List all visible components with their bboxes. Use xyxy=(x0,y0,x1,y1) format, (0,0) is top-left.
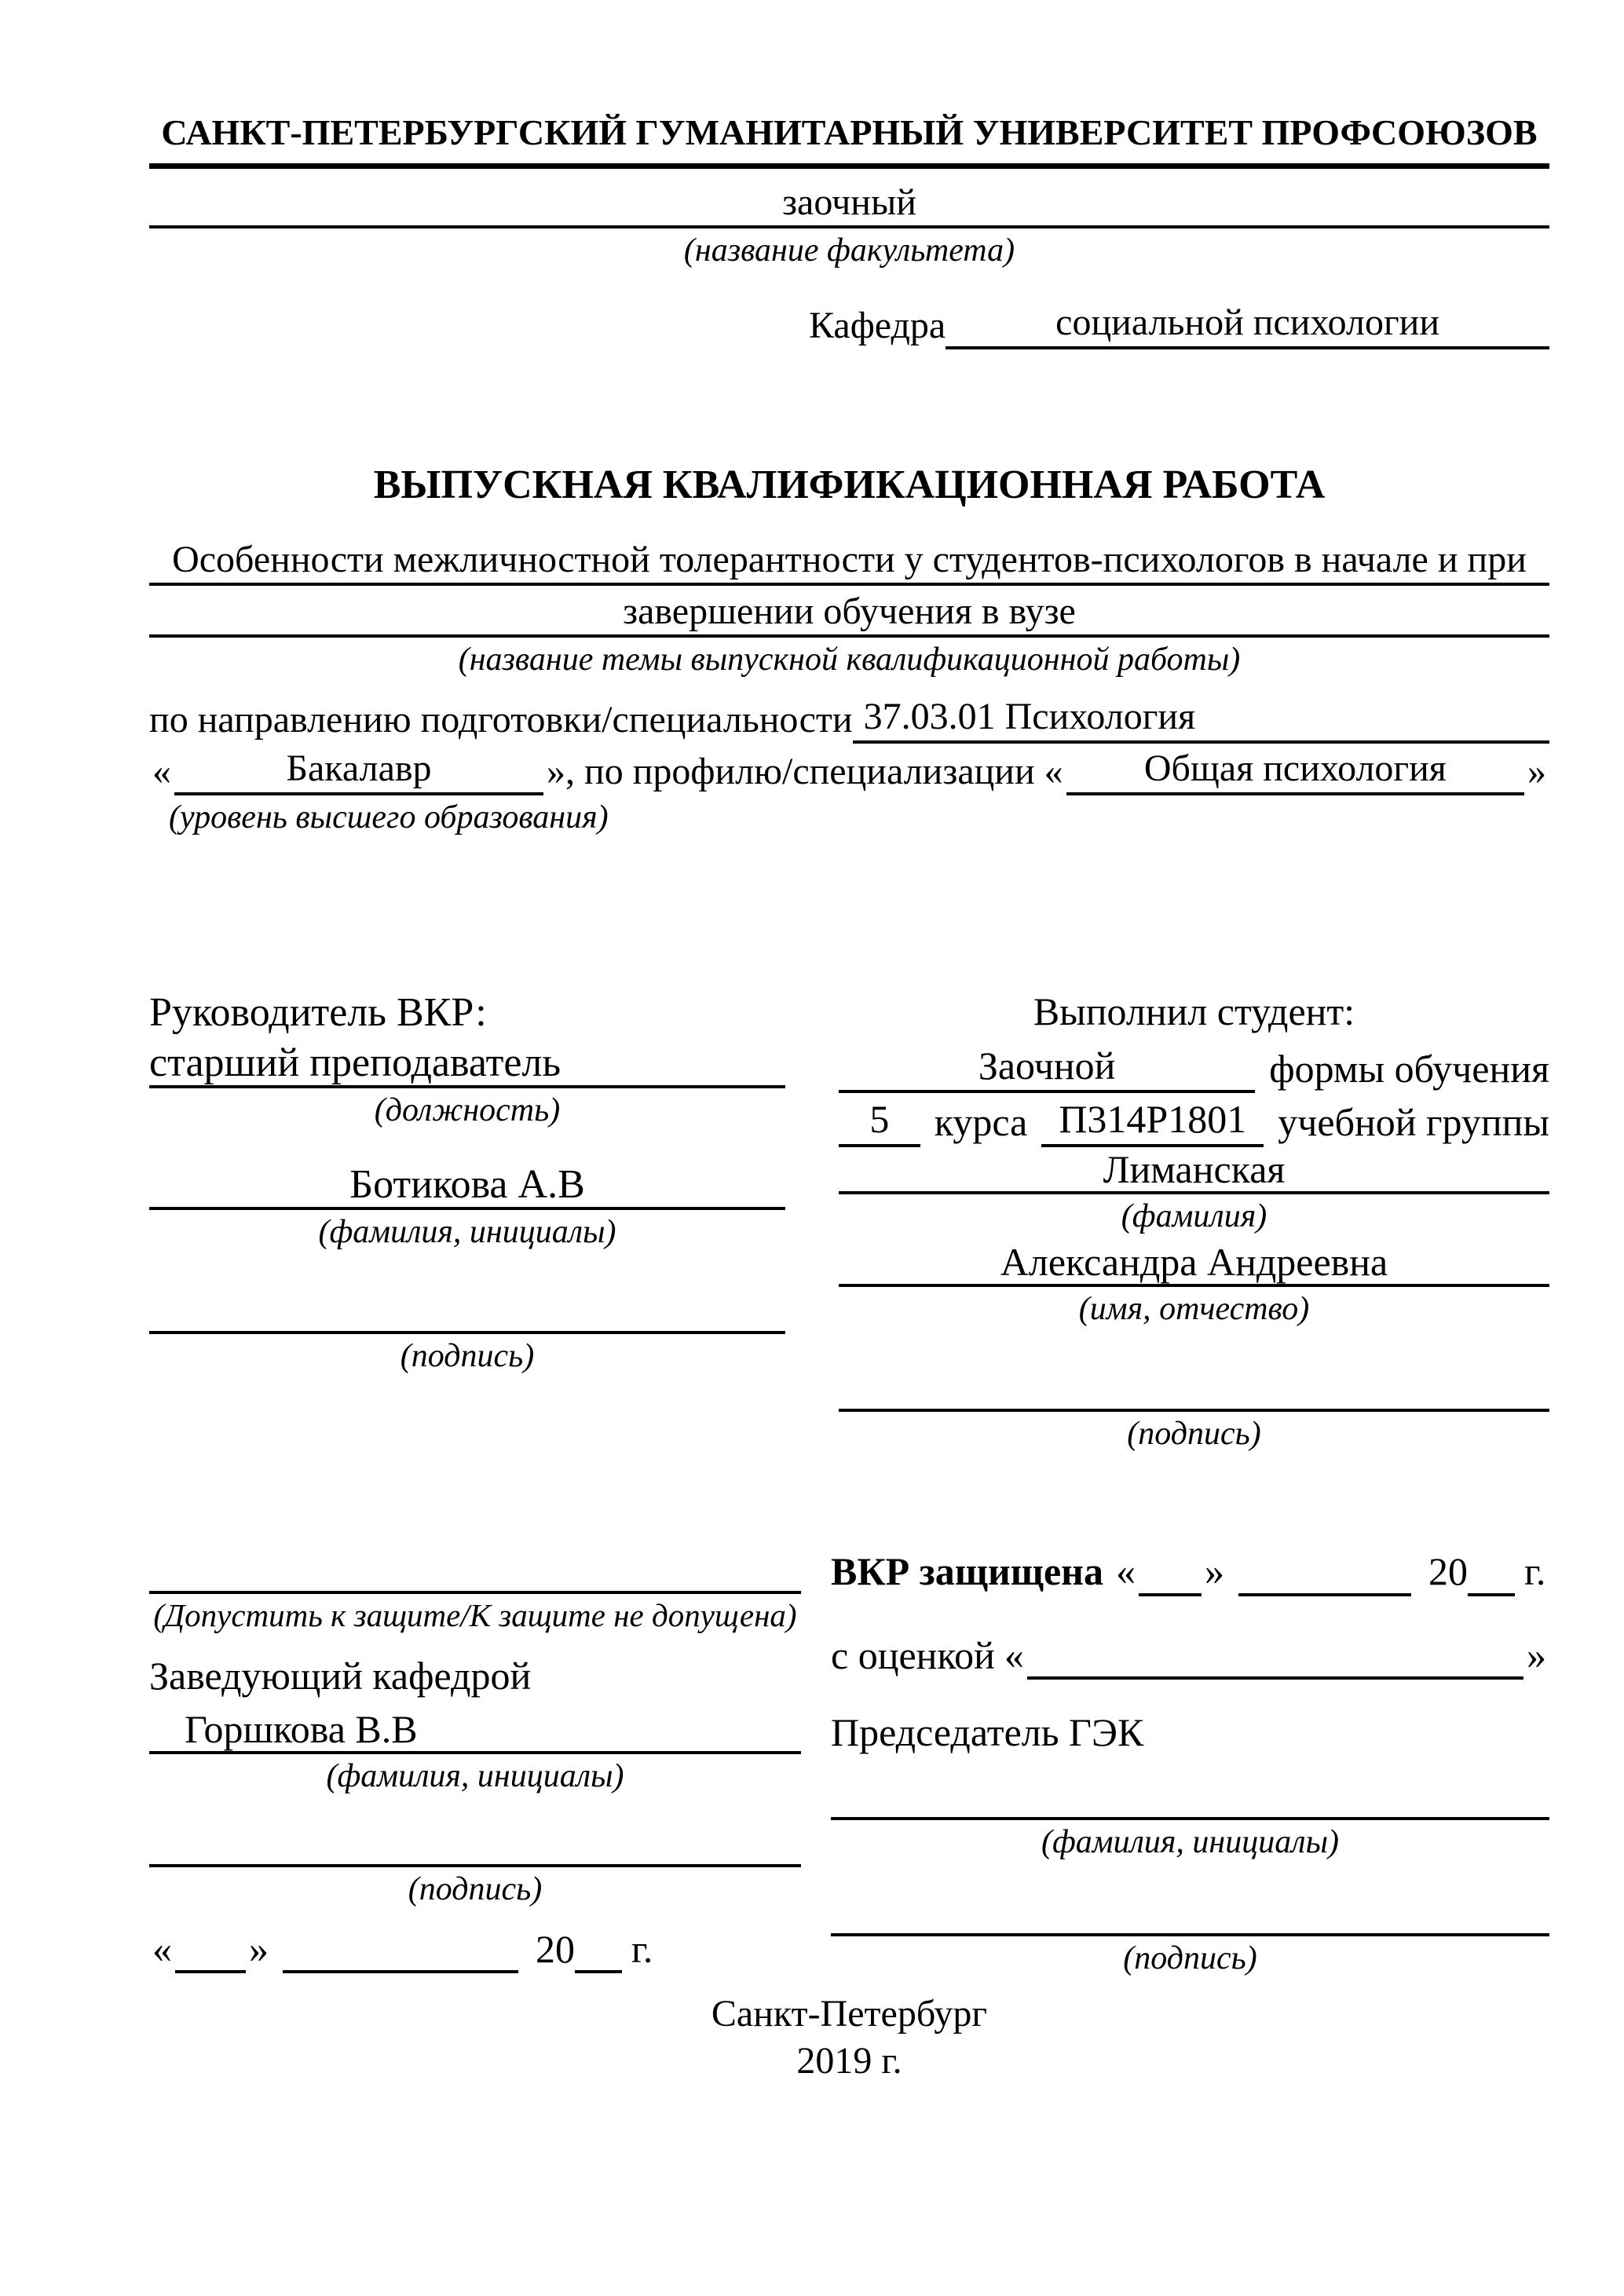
admission-decision-line xyxy=(149,1547,801,1594)
student-title: Выполнил студент: xyxy=(1033,989,1355,1033)
supervisor-name-line xyxy=(149,1163,785,1210)
profile-fill-line xyxy=(1066,745,1524,795)
study-form-row xyxy=(839,1041,1549,1094)
defense-block xyxy=(831,1547,1549,1980)
supervisor-signature-line xyxy=(149,1287,785,1334)
head-signature-caption: (подпись) xyxy=(408,1871,543,1908)
defense-year-blank xyxy=(1468,1587,1515,1596)
date-year-blank xyxy=(575,1964,622,1973)
study-form-label: формы обучения xyxy=(1269,1046,1549,1091)
defense-year-suffix: г. xyxy=(1523,1549,1546,1593)
degree-close-quote: » xyxy=(1527,750,1546,792)
defense-day-blank xyxy=(1139,1587,1202,1596)
group-fill-line xyxy=(1041,1095,1264,1147)
department-fill-line xyxy=(946,299,1549,349)
supervisor-block xyxy=(149,987,785,1454)
department-row xyxy=(809,299,1549,349)
chairman-signature-caption: (подпись) xyxy=(1123,1940,1257,1976)
course-label: курса xyxy=(934,1100,1028,1144)
work-type-title: ВЫПУСКНАЯ КВАЛИФИКАЦИОННАЯ РАБОТА xyxy=(373,462,1326,507)
grade-label: с оценкой xyxy=(831,1632,995,1677)
profile-value: Общая психология xyxy=(1143,747,1447,789)
course-fill-line xyxy=(839,1095,920,1147)
date-year-suffix: г. xyxy=(631,1926,653,1971)
city: Санкт-Петербург xyxy=(711,1992,988,2035)
approval-section xyxy=(149,1547,1549,1980)
supervisor-position: старший преподаватель xyxy=(149,1041,561,1085)
supervisor-signature-caption: (подпись) xyxy=(400,1338,535,1374)
supervisor-name-caption: (фамилия, инициалы) xyxy=(318,1213,616,1250)
student-block xyxy=(839,987,1549,1454)
department-label: Кафедра xyxy=(809,305,946,346)
group-value: П314Р1801 xyxy=(1059,1097,1247,1141)
defense-month-blank xyxy=(1238,1587,1411,1596)
faculty-caption: (название факультета) xyxy=(683,232,1015,269)
head-name-caption: (фамилия, инициалы) xyxy=(326,1757,624,1794)
date-close-quote: » xyxy=(249,1926,269,1971)
date-year-prefix: 20 xyxy=(536,1926,575,1971)
group-label: учебной группы xyxy=(1278,1100,1549,1144)
student-surname-caption: (фамилия) xyxy=(1121,1197,1267,1234)
degree-fill-line xyxy=(174,745,543,795)
defense-year-prefix: 20 xyxy=(1428,1549,1468,1593)
course-value: 5 xyxy=(869,1097,890,1141)
supervisor-name: Ботикова А.В xyxy=(349,1162,585,1207)
year: 2019 г. xyxy=(796,2039,902,2082)
admission-date-row xyxy=(149,1925,801,1974)
admission-caption: (Допустить к защите/К защите не допущена) xyxy=(153,1597,797,1633)
degree-open-quote: « xyxy=(152,750,171,792)
direction-value: 37.03.01 Психология xyxy=(863,695,1196,737)
chairman-signature-line xyxy=(831,1889,1549,1936)
defense-lead: ВКР защищена xyxy=(831,1549,1103,1593)
faculty-fill-line xyxy=(149,180,1549,229)
student-name: Александра Андреевна xyxy=(1000,1240,1388,1284)
date-month-blank xyxy=(283,1964,518,1973)
direction-fill-line xyxy=(853,693,1549,744)
head-signature-line xyxy=(149,1820,801,1867)
direction-row xyxy=(149,693,1549,744)
university-name: САНКТ-ПЕТЕРБУРГСКИЙ ГУМАНИТАРНЫЙ УНИВЕРСИТЕТ ПРОФСОЮЗОВ xyxy=(161,112,1538,152)
degree-mid-text: », по профилю/специализации « xyxy=(547,750,1063,792)
grade-row xyxy=(831,1631,1549,1680)
supervisor-position-line xyxy=(149,1041,785,1088)
level-caption: (уровень высшего образования) xyxy=(169,799,609,835)
student-name-caption: (имя, отчество) xyxy=(1078,1291,1310,1327)
footer-block xyxy=(149,1991,1549,2085)
degree-value: Бакалавр xyxy=(286,747,432,789)
topic-caption: (название темы выпускной квалификационной работы) xyxy=(458,642,1241,678)
grade-close-quote: » xyxy=(1527,1632,1546,1677)
department-head-title: Заведующий кафедрой xyxy=(149,1654,532,1698)
faculty-value: заочный xyxy=(782,181,916,223)
study-form-fill-line xyxy=(839,1041,1255,1094)
study-form-value: Заочной xyxy=(978,1043,1116,1088)
student-surname-line xyxy=(839,1147,1549,1194)
department-value: социальной психологии xyxy=(1055,302,1440,343)
degree-row xyxy=(149,745,1549,795)
chairman-name-caption: (фамилия, инициалы) xyxy=(1041,1823,1340,1860)
topic-text-2: завершении обучения в вузе xyxy=(623,590,1076,632)
date-open-quote: « xyxy=(152,1926,172,1971)
course-group-row xyxy=(839,1095,1549,1147)
date-day-blank xyxy=(175,1964,246,1973)
student-name-line xyxy=(839,1240,1549,1287)
grade-open-quote: « xyxy=(1004,1632,1024,1677)
department-head-name-line xyxy=(149,1707,801,1754)
chairman-name-line xyxy=(831,1773,1549,1820)
department-head-name: Горшкова В.В xyxy=(185,1706,418,1751)
signatories-section xyxy=(149,987,1549,1454)
defense-date-row xyxy=(831,1547,1549,1596)
student-signature-line xyxy=(839,1365,1549,1412)
topic-text-1: Особенности межличностной толерантности у студентов-психологов в начале и при xyxy=(172,539,1527,580)
admission-block xyxy=(149,1547,801,1980)
chairman-title: Председатель ГЭК xyxy=(831,1710,1144,1754)
defense-open-quote: « xyxy=(1115,1549,1136,1593)
defense-close-quote: » xyxy=(1204,1549,1224,1593)
supervisor-title: Руководитель ВКР: xyxy=(149,990,487,1035)
topic-line-2 xyxy=(149,589,1549,638)
student-surname: Лиманская xyxy=(1103,1146,1286,1191)
grade-blank xyxy=(1027,1670,1523,1680)
direction-label: по направлению подготовки/специальности xyxy=(149,698,853,740)
topic-line-1 xyxy=(149,537,1549,586)
position-caption: (должность) xyxy=(374,1092,561,1128)
header-rule xyxy=(149,163,1549,169)
student-signature-caption: (подпись) xyxy=(1127,1415,1261,1452)
